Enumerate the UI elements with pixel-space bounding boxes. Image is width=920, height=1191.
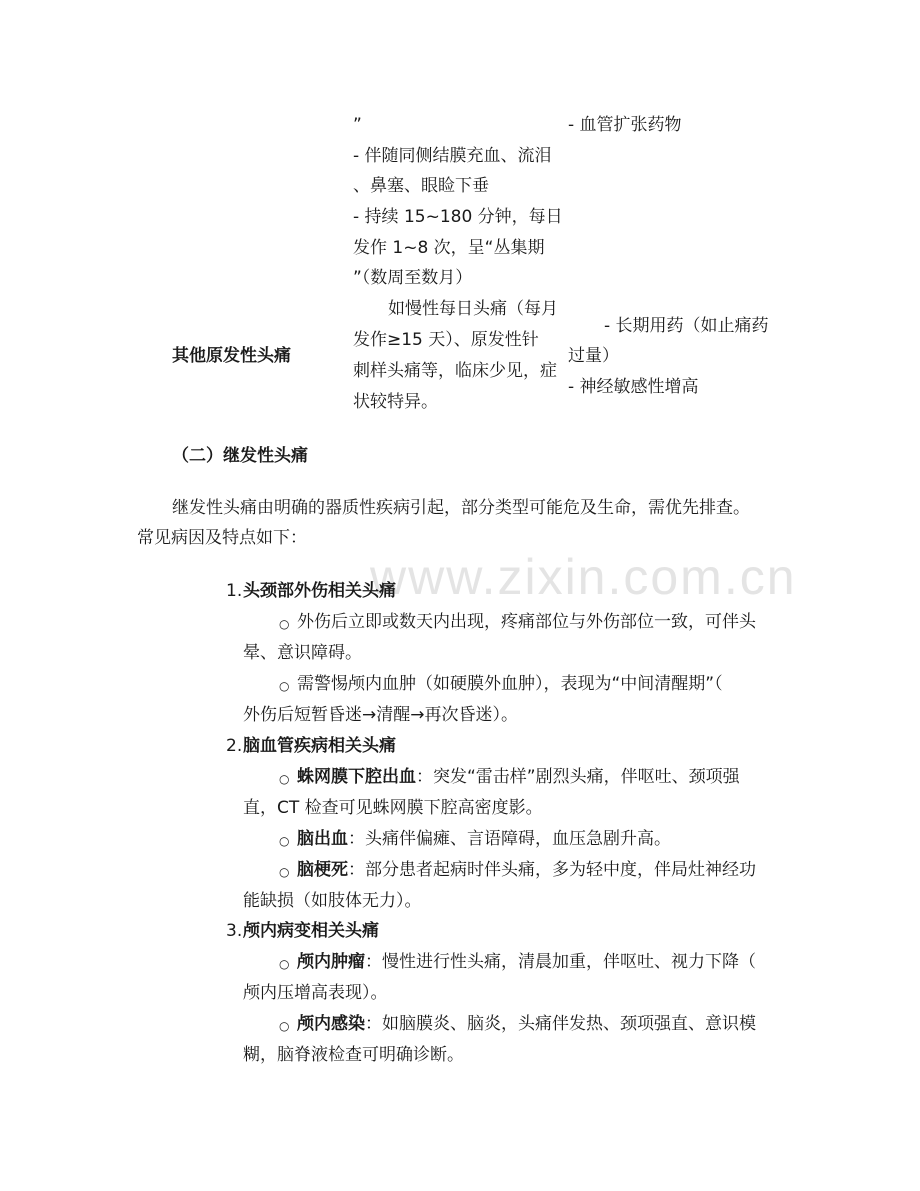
bullet-icon: ○ (279, 957, 290, 971)
sub-item-term: 脑梗死 (297, 860, 348, 880)
bullet-icon: ○ (279, 1019, 290, 1033)
table-cell-line: - 长期用药（如止痛药 (604, 316, 769, 336)
table-cell-line: ” (353, 115, 362, 135)
sub-item-text (297, 1016, 756, 1033)
sub-item-desc: ：部分患者起病时伴头痛，多为轻中度，伴局灶神经功 (348, 860, 756, 880)
list-item-title: 头颈部外伤相关头痛 (243, 581, 396, 601)
sub-item-desc: ：头痛伴偏瘫、言语障碍，血压急剧升高。 (348, 829, 671, 849)
bullet-icon: ○ (279, 617, 290, 631)
sub-item-desc: ：如脑膜炎、脑炎，头痛伴发热、颈项强直、意识模 (365, 1014, 756, 1034)
sub-item-text: 晕、意识障碍。 (243, 643, 362, 663)
sub-item-text (297, 769, 740, 786)
sub-item-text (297, 862, 756, 879)
list-item-number: 3. (226, 921, 243, 941)
sub-item-term: 颅内感染 (297, 1014, 365, 1034)
table-cell-line: 刺样头痛等，临床少见，症 (353, 361, 557, 381)
list-item-title: 脑血管疾病相关头痛 (243, 736, 396, 756)
list-item-title: 颅内病变相关头痛 (243, 921, 379, 941)
table-cell-line: 发作≥15 天）、原发性针 (353, 330, 539, 350)
section-heading: （二）继发性头痛 (172, 446, 308, 466)
section-intro-line: 继发性头痛由明确的器质性疾病引起，部分类型可能危及生命，需优先排查。 (172, 498, 750, 518)
section-intro-line: 常见病因及特点如下： (137, 528, 307, 548)
watermark: www.zixin.com.cn (370, 549, 797, 605)
bullet-icon: ○ (279, 865, 290, 879)
sub-item-text: 颅内压增高表现）。 (243, 983, 388, 1003)
sub-item-term: 颅内肿瘤 (297, 952, 365, 972)
table-cell-line: 如慢性每日头痛（每月 (388, 299, 558, 319)
list-item-number: 2. (226, 736, 243, 756)
sub-item-desc: ：突发“雷击样”剧烈头痛，伴呕吐、颈项强 (416, 767, 740, 787)
table-cell-line: 过量） (568, 346, 619, 366)
table-cell-line: 状较特异。 (353, 392, 438, 412)
table-cell-line: - 持续 15~180 分钟，每日 (353, 207, 563, 227)
bullet-icon: ○ (279, 679, 290, 693)
sub-item-term: 脑出血 (297, 829, 348, 849)
sub-item-text: 外伤后短暂昏迷→清醒→再次昏迷）。 (243, 705, 518, 725)
sub-item-text (297, 831, 671, 848)
table-cell-line: - 血管扩张药物 (568, 115, 682, 135)
sub-item-text: 外伤后立即或数天内出现，疼痛部位与外伤部位一致，可伴头 (297, 612, 756, 632)
table-cell-line: - 神经敏感性增高 (568, 377, 699, 397)
sub-item-text: 糊，脑脊液检查可明确诊断。 (243, 1045, 464, 1065)
sub-item-text: 直，CT 检查可见蛛网膜下腔高密度影。 (243, 798, 543, 818)
bullet-icon: ○ (279, 772, 290, 786)
table-row-label: 其他原发性头痛 (172, 346, 291, 366)
sub-item-term: 蛛网膜下腔出血 (297, 767, 416, 787)
sub-item-text (297, 954, 756, 971)
table-cell-line: 发作 1~8 次，呈“丛集期 (353, 238, 545, 258)
bullet-icon: ○ (279, 834, 290, 848)
sub-item-text: 需警惕颅内血肿（如硬膜外血肿），表现为“中间清醒期”（ (297, 674, 723, 694)
sub-item-desc: ：慢性进行性头痛，清晨加重，伴呕吐、视力下降（ (365, 952, 756, 972)
list-item-number: 1. (226, 581, 243, 601)
table-cell-line: ”（数周至数月） (353, 268, 473, 288)
table-cell-line: 、鼻塞、眼睑下垂 (353, 176, 489, 196)
sub-item-text: 能缺损（如肢体无力）。 (243, 891, 422, 911)
table-cell-line: - 伴随同侧结膜充血、流泪 (353, 146, 552, 166)
